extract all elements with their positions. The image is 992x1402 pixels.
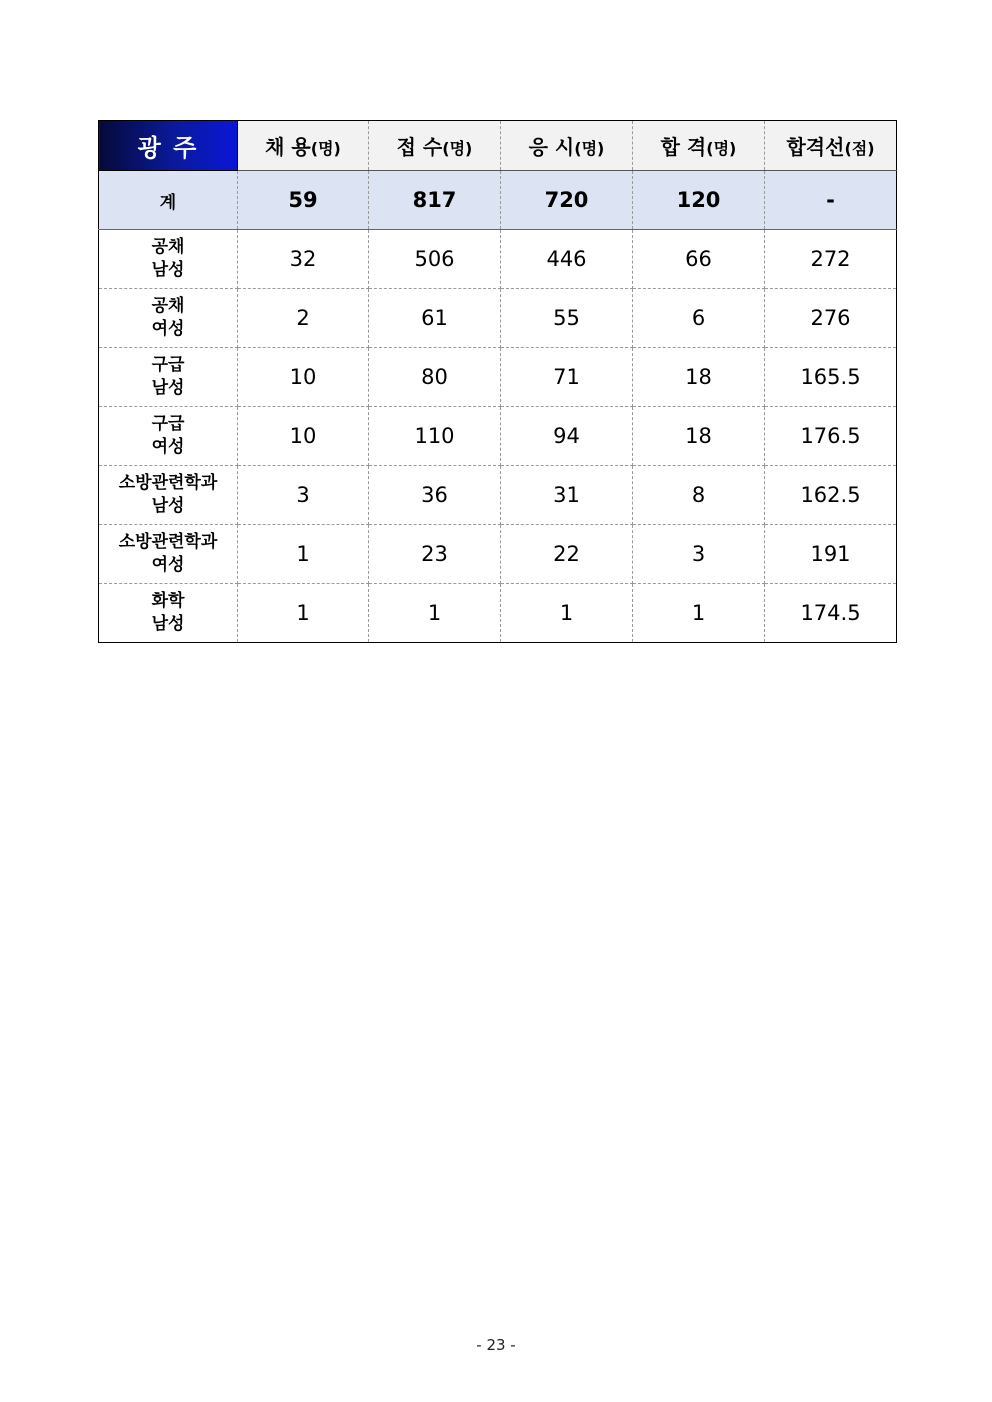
cell-passed: 66 (633, 230, 765, 289)
cell-recruit: 10 (238, 348, 369, 407)
cell-passed: 8 (633, 466, 765, 525)
cell-applied: 80 (369, 348, 501, 407)
row-label-gender: 여성 (151, 437, 185, 457)
row-label-gender: 여성 (151, 555, 185, 575)
row-label (99, 584, 238, 643)
row-label (99, 289, 238, 348)
cell-tested: 55 (501, 289, 633, 348)
table-row (99, 525, 897, 584)
recruitment-results-table (98, 120, 897, 643)
total-row (99, 171, 897, 230)
cell-recruit: 3 (238, 466, 369, 525)
cell-tested: 94 (501, 407, 633, 466)
header-passed (633, 121, 765, 171)
row-label-gender: 남성 (151, 260, 185, 280)
total-tested: 720 (501, 171, 633, 230)
row-label-category: 공채 (151, 237, 185, 257)
cell-applied: 506 (369, 230, 501, 289)
row-label-gender: 남성 (151, 496, 185, 516)
cell-cutoff: 191 (765, 525, 897, 584)
row-label-category: 화학 (151, 591, 185, 611)
table-row (99, 407, 897, 466)
table-row (99, 348, 897, 407)
row-label-gender: 남성 (151, 614, 185, 634)
page-number: - 23 - (476, 1336, 516, 1354)
total-applied: 817 (369, 171, 501, 230)
cell-recruit: 32 (238, 230, 369, 289)
cell-recruit: 1 (238, 525, 369, 584)
total-cutoff: - (765, 171, 897, 230)
table-row (99, 584, 897, 643)
cell-tested: 31 (501, 466, 633, 525)
table-header-row (99, 121, 897, 171)
header-unit: (명) (706, 139, 737, 158)
header-unit: (명) (574, 139, 605, 158)
cell-tested: 22 (501, 525, 633, 584)
row-label-category: 구급 (151, 355, 185, 375)
cell-applied: 110 (369, 407, 501, 466)
cell-cutoff: 165.5 (765, 348, 897, 407)
cell-passed: 3 (633, 525, 765, 584)
header-recruit (238, 121, 369, 171)
cell-applied: 1 (369, 584, 501, 643)
header-label: 합격선 (786, 135, 845, 159)
cell-tested: 446 (501, 230, 633, 289)
row-label (99, 407, 238, 466)
row-label-category: 소방관련학과 (118, 532, 218, 552)
cell-recruit: 10 (238, 407, 369, 466)
header-unit: (명) (310, 139, 341, 158)
cell-passed: 18 (633, 348, 765, 407)
cell-applied: 61 (369, 289, 501, 348)
header-label: 접 수 (396, 135, 443, 159)
row-label-category: 구급 (151, 414, 185, 434)
cell-cutoff: 272 (765, 230, 897, 289)
header-unit: (점) (844, 139, 875, 158)
cell-recruit: 1 (238, 584, 369, 643)
header-unit: (명) (442, 139, 473, 158)
table-row (99, 466, 897, 525)
table-row (99, 230, 897, 289)
cell-applied: 36 (369, 466, 501, 525)
row-label-category: 소방관련학과 (118, 473, 218, 493)
total-passed: 120 (633, 171, 765, 230)
row-label (99, 525, 238, 584)
total-label: 계 (99, 171, 238, 230)
region-header: 광 주 (99, 121, 238, 171)
row-label-gender: 여성 (151, 319, 185, 339)
header-label: 합 격 (660, 135, 707, 159)
cell-passed: 6 (633, 289, 765, 348)
row-label (99, 230, 238, 289)
row-label (99, 348, 238, 407)
row-label-gender: 남성 (151, 378, 185, 398)
cell-cutoff: 276 (765, 289, 897, 348)
cell-recruit: 2 (238, 289, 369, 348)
cell-cutoff: 162.5 (765, 466, 897, 525)
cell-tested: 71 (501, 348, 633, 407)
header-label: 응 시 (528, 135, 575, 159)
table-row (99, 289, 897, 348)
header-tested (501, 121, 633, 171)
cell-tested: 1 (501, 584, 633, 643)
cell-passed: 18 (633, 407, 765, 466)
header-label: 채 용 (265, 135, 311, 159)
cell-cutoff: 176.5 (765, 407, 897, 466)
header-cutoff (765, 121, 897, 171)
header-applied (369, 121, 501, 171)
row-label-category: 공채 (151, 296, 185, 316)
row-label (99, 466, 238, 525)
cell-passed: 1 (633, 584, 765, 643)
cell-applied: 23 (369, 525, 501, 584)
cell-cutoff: 174.5 (765, 584, 897, 643)
total-recruit: 59 (238, 171, 369, 230)
